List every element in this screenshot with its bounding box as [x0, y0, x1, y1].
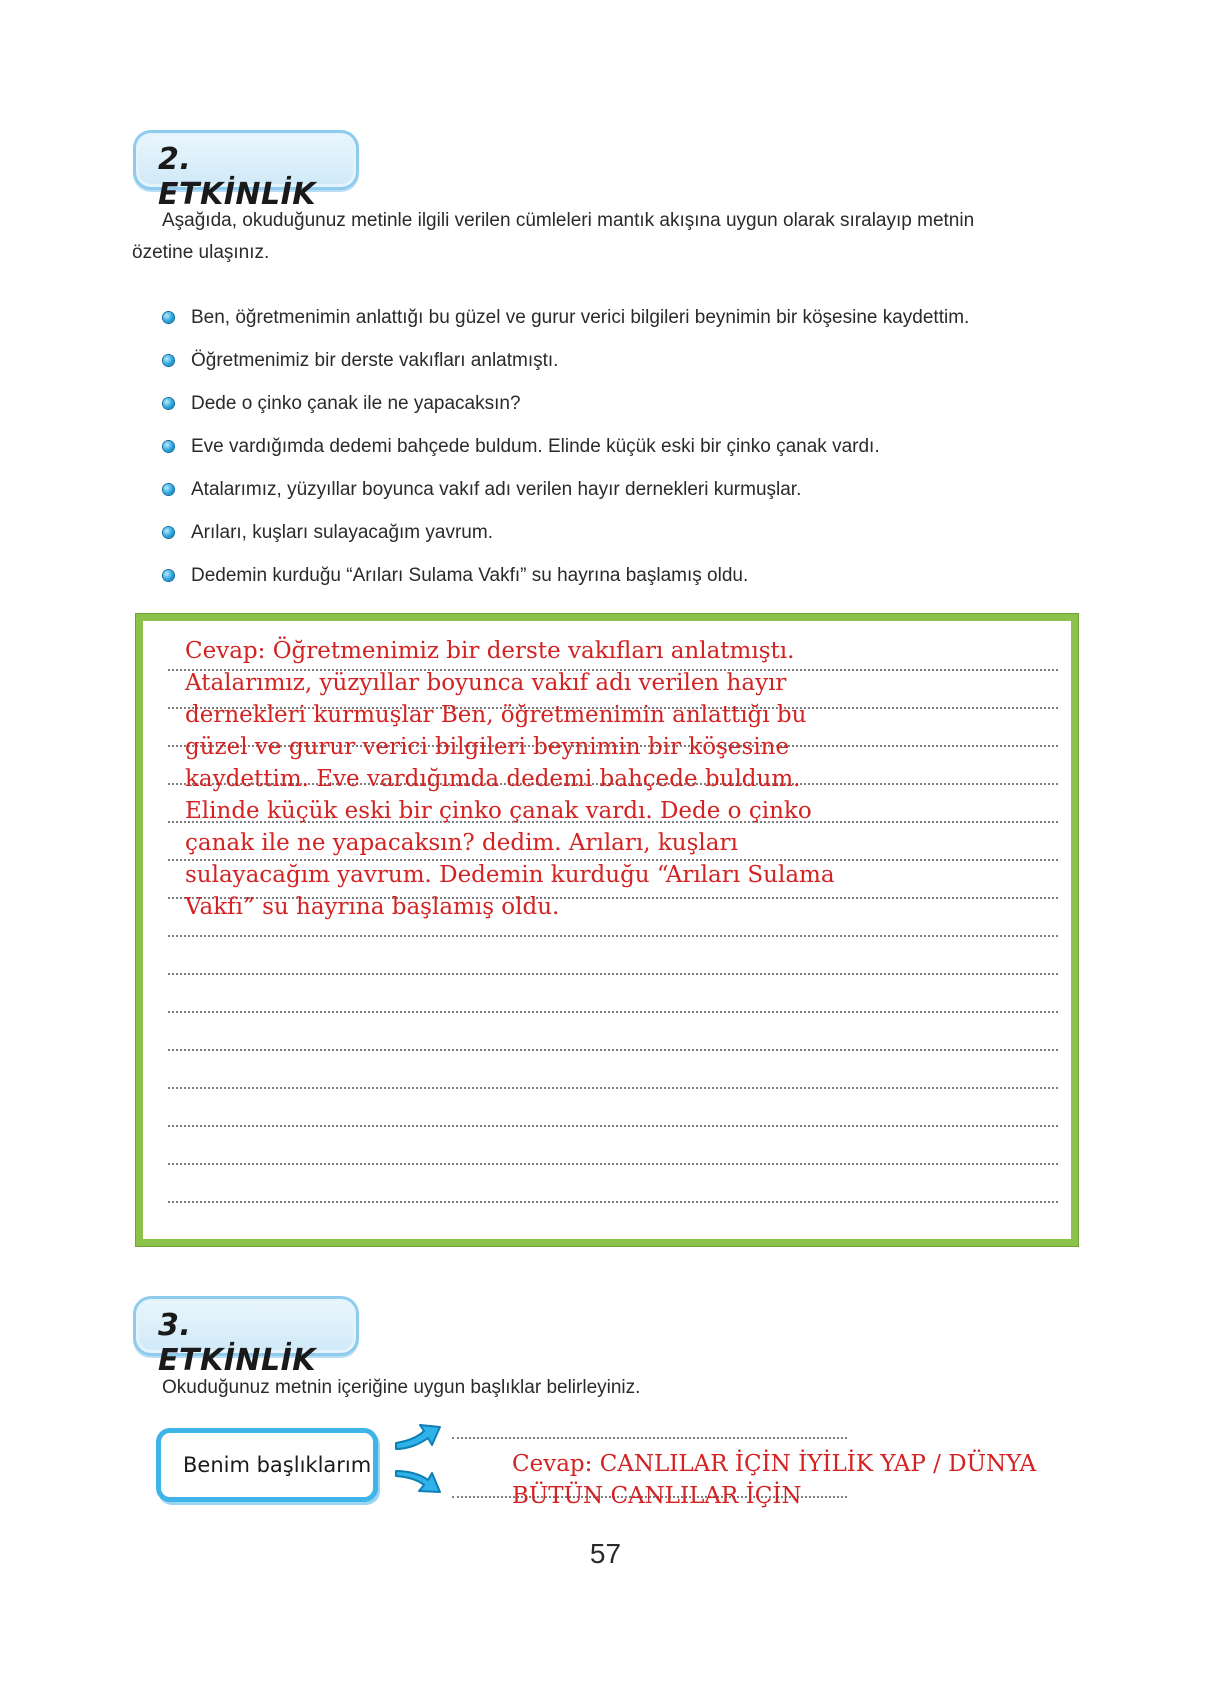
answer-line: BÜTÜN CANLILAR İÇİN — [512, 1483, 802, 1509]
writing-line — [168, 935, 1058, 937]
writing-line — [168, 1011, 1058, 1013]
instruction-line-2: özetine ulaşınız. — [132, 242, 270, 263]
arrow-right-icon — [392, 1468, 444, 1502]
answer-line: sulayacağım yavrum. Dedemin kurduğu “Arıları Sulama — [185, 862, 835, 888]
list-item: Dede o çinko çanak ile ne yapacaksın? — [163, 382, 1123, 425]
answer-writing-box[interactable] — [136, 614, 1078, 1246]
activity-3-badge — [133, 1296, 359, 1378]
writing-line — [168, 1163, 1058, 1165]
list-item: Atalarımız, yüzyıllar boyunca vakıf adı verilen hayır dernekleri kurmuşlar. — [163, 468, 1123, 511]
answer-line: çanak ile ne yapacaksın? dedim. Arıları, kuşları — [185, 830, 738, 856]
bullet-icon — [163, 570, 174, 581]
activity-2-badge — [133, 130, 359, 212]
writing-line — [168, 1201, 1058, 1203]
arrow-right-icon — [392, 1419, 444, 1453]
bullet-icon — [163, 355, 174, 366]
list-item: Dedemin kurduğu “Arıları Sulama Vakfı” su hayrına başlamış oldu. — [163, 554, 1123, 597]
instruction-line-1: Aşağıda, okuduğunuz metinle ilgili verilen cümleleri mantık akışına uygun olarak sıralayıp metnin — [162, 210, 975, 231]
answer-line: Elinde küçük eski bir çinko çanak vardı. Dede o çinko — [185, 798, 812, 824]
bullet-icon — [163, 441, 174, 452]
answer-line: Cevap: Öğretmenimiz bir derste vakıfları anlatmıştı. — [185, 638, 795, 664]
answer-line: Vakfı” su hayrına başlamış oldu. — [185, 894, 560, 920]
answer-line: güzel ve gurur verici bilgileri beynimin bir köşesine — [185, 734, 790, 760]
activity-3-instruction: Okuduğunuz metnin içeriğine uygun başlıklar belirleyiniz. — [162, 1377, 641, 1398]
activity-2-title: 2. ETKİNLİK — [158, 142, 316, 212]
sentence-list — [163, 296, 1123, 597]
page-number: 57 — [589, 1538, 622, 1569]
activity-3-title: 3. ETKİNLİK — [158, 1308, 316, 1378]
titles-handwritten-answer — [512, 1448, 1072, 1512]
title-answer-line-1[interactable] — [452, 1437, 847, 1439]
answer-line: kaydettim. Eve vardığımda dedemi bahçede buldum. — [185, 766, 801, 792]
handwritten-answer — [185, 635, 905, 923]
list-item: Ben, öğretmenimin anlattığı bu güzel ve gurur verici bilgileri beynimin bir köşesine kaydettim. — [163, 296, 1123, 339]
bullet-icon — [163, 398, 174, 409]
list-item: Öğretmenimiz bir derste vakıfları anlatmıştı. — [163, 339, 1123, 382]
writing-line — [168, 1087, 1058, 1089]
bullet-icon — [163, 312, 174, 323]
my-titles-label: Benim başlıklarım — [183, 1453, 372, 1477]
list-item: Eve vardığımda dedemi bahçede buldum. Elinde küçük eski bir çinko çanak vardı. — [163, 425, 1123, 468]
activity-2-instruction — [132, 205, 1082, 269]
writing-line — [168, 973, 1058, 975]
answer-line: dernekleri kurmuşlar Ben, öğretmenimin anlattığı bu — [185, 702, 807, 728]
writing-line — [168, 1049, 1058, 1051]
answer-line: Atalarımız, yüzyıllar boyunca vakıf adı verilen hayır — [185, 670, 787, 696]
writing-line — [168, 1125, 1058, 1127]
list-item: Arıları, kuşları sulayacağım yavrum. — [163, 511, 1123, 554]
answer-line: Cevap: CANLILAR İÇİN İYİLİK YAP / DÜNYA — [512, 1451, 1037, 1477]
my-titles-box — [156, 1428, 378, 1502]
bullet-icon — [163, 484, 174, 495]
bullet-icon — [163, 527, 174, 538]
